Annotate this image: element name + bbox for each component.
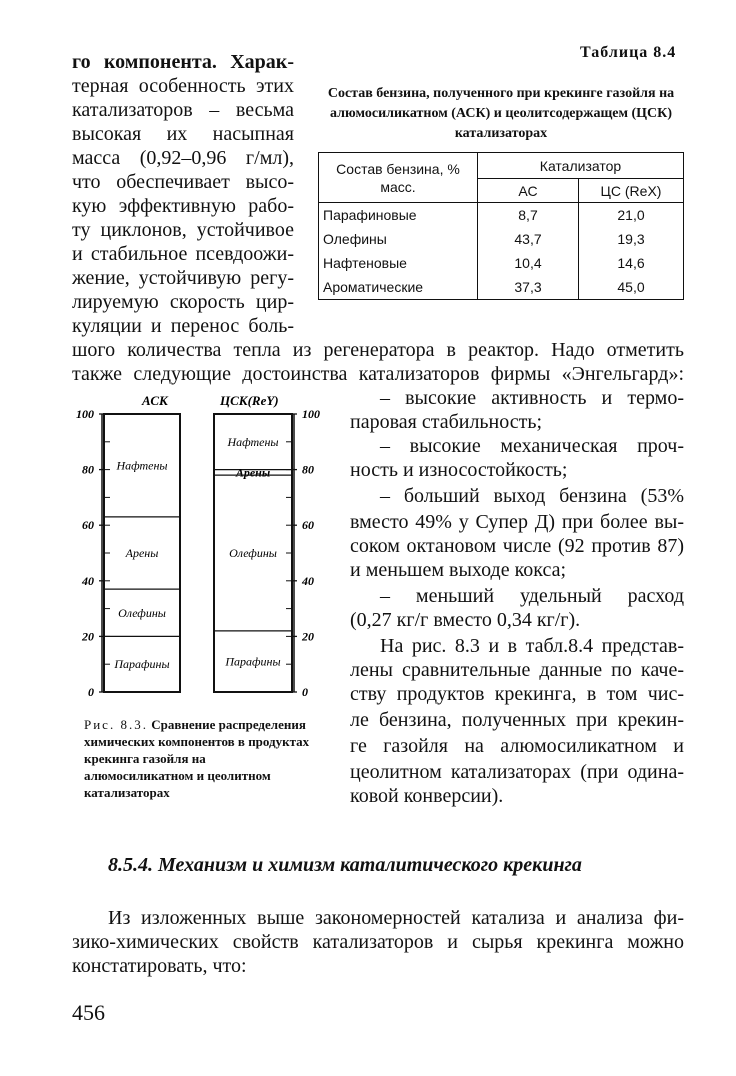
segment-label: Олефины [118, 605, 166, 620]
text-line: ству продуктов крекинга, в том чис- [350, 683, 684, 705]
segment-label: Парафины [114, 657, 170, 672]
stacked-bar-figure [72, 392, 332, 712]
table-row [319, 275, 684, 300]
value-cs: 45,0 [579, 275, 684, 300]
right-bar-title: ЦСК(ReY) [220, 393, 279, 408]
text-line: жение, устойчивую регу- [72, 267, 294, 289]
left-bar-title: АСК [142, 393, 168, 408]
table-label: Таблица 8.4 [580, 44, 677, 61]
segment-label: Арены [125, 546, 159, 560]
axis-tick-label: 20 [302, 629, 314, 644]
axis-tick-label: 20 [82, 629, 94, 644]
figure-caption-label: Рис. 8.3. [84, 717, 148, 732]
value-ac: 10,4 [478, 251, 579, 275]
header-cs: ЦС (ReX) [579, 179, 684, 203]
text-line: высокая их насыпная [72, 123, 294, 145]
figure-8-3 [72, 392, 332, 712]
text-line: цеолитном катализаторах (при одина- [350, 761, 684, 783]
text-line: соком октановом числе (92 против 87) [350, 535, 684, 557]
text-line: зико-химических свойств катализаторов и сырья крекинга можно [72, 931, 684, 953]
value-cs: 19,3 [579, 227, 684, 251]
text-line: ковой конверсии). [350, 785, 504, 807]
value-ac: 43,7 [478, 227, 579, 251]
text-line: ность и износостойкость; [350, 459, 568, 481]
header-ac: АС [478, 179, 579, 203]
table-row [319, 203, 684, 228]
text-line: На рис. 8.3 и в табл.8.4 представ- [380, 635, 684, 657]
axis-tick-label: 60 [302, 518, 314, 533]
value-cs: 21,0 [579, 203, 684, 228]
table-header-row [319, 153, 684, 179]
axis-tick-label: 80 [302, 462, 314, 477]
text-line: ге газойля на алюмосиликатном и [350, 735, 684, 757]
table-row [319, 251, 684, 275]
text-line: катализаторов – весьма [72, 99, 294, 121]
text-line: шого количества тепла из регенератора в реактор. Надо отметить [72, 339, 684, 361]
text-line: куляции и перенос боль- [72, 315, 294, 337]
text-line: го компонента. Харак- [72, 51, 294, 73]
axis-tick-label: 40 [302, 573, 314, 588]
page-number: 456 [72, 1000, 105, 1025]
row-name: Нафтеновые [319, 251, 478, 275]
text-line: – высокие механическая проч- [380, 435, 684, 457]
text-line: – меньший удельный расход [380, 585, 684, 607]
axis-tick-label: 100 [76, 407, 94, 421]
text-line: констатировать, что: [72, 955, 247, 977]
value-ac: 8,7 [478, 203, 579, 228]
table-row [319, 227, 684, 251]
header-composition: Состав бензина, % масс. [319, 153, 478, 203]
text-line: кую эффективную рабо- [72, 195, 294, 217]
axis-tick-label: 60 [82, 518, 94, 533]
axis-tick-label: 100 [302, 407, 320, 421]
segment-label: Арены [235, 465, 271, 480]
text-line: терная особенность этих [72, 75, 294, 97]
text-line: и меньшем выходе кокса; [350, 559, 567, 581]
text-line: ле бензина, полученных при крекин- [350, 709, 684, 731]
value-ac: 37,3 [478, 275, 579, 300]
text-line: (0,27 кг/г вместо 0,34 кг/г). [350, 609, 581, 631]
text-line: Из изложенных выше закономерностей катализа и анализа фи- [108, 907, 684, 929]
gasoline-composition-table [318, 152, 684, 300]
axis-tick-label: 40 [82, 573, 94, 588]
text-line: лируемую скорость цир- [72, 291, 294, 313]
text-line: вместо 49% у Супер Д) при более вы- [350, 511, 684, 533]
text-line: лены сравнительные данные по каче- [350, 659, 684, 681]
text-line: и стабильное псевдоожи- [72, 243, 294, 265]
text-line: что обеспечивает высо- [72, 171, 294, 193]
section-heading: 8.5.4. Механизм и химизм каталитического крекинга [108, 854, 582, 876]
header-catalyst: Катализатор [478, 153, 684, 179]
segment-label: Олефины [229, 546, 277, 560]
row-name: Парафиновые [319, 203, 478, 228]
segment-label: Нафтены [116, 458, 168, 473]
text-line: ту циклонов, устойчивое [72, 219, 294, 241]
figure-caption-text: Сравнение распределения химических компонентов в продуктах крекинга газойля на алюмосиликатном и цеолитном катализаторах [84, 717, 310, 800]
row-name: Ароматические [319, 275, 478, 300]
text-line: – больший выход бензина (53% [380, 485, 684, 507]
axis-tick-label: 80 [82, 462, 94, 477]
table-caption: Состав бензина, полученного при крекинге газойля на алюмосиликатном (АСК) и цеолитсодержащем (ЦСК) катализаторах [327, 86, 675, 141]
text-line: также следующие достоинства катализаторов фирмы «Энгельгард»: [72, 363, 684, 385]
right-bar [214, 414, 292, 692]
text-line: паровая стабильность; [350, 411, 543, 433]
text-line: – высокие активность и термо- [380, 387, 684, 409]
left-axis [76, 407, 105, 699]
figure-caption [84, 716, 316, 801]
row-name: Олефины [319, 227, 478, 251]
segment-label: Нафтены [227, 434, 279, 449]
right-axis [291, 407, 320, 699]
axis-tick-label: 0 [302, 685, 308, 699]
text-line: масса (0,92–0,96 г/мл), [72, 147, 294, 169]
axis-tick-label: 0 [88, 685, 94, 699]
value-cs: 14,6 [579, 251, 684, 275]
segment-label: Парафины [225, 654, 281, 669]
left-bar [104, 414, 180, 692]
